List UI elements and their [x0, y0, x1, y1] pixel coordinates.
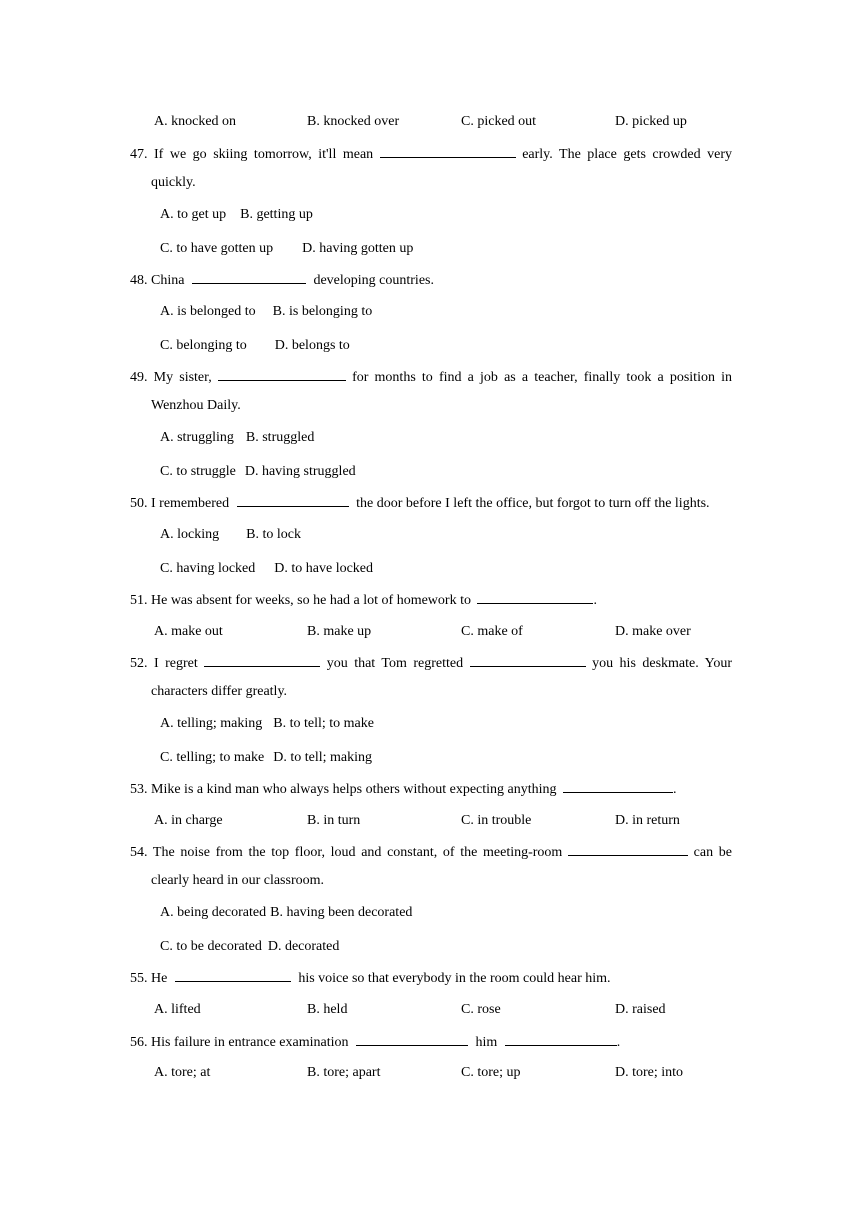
- q56-option-c[interactable]: C. tore; up: [461, 1065, 521, 1080]
- q56-blank-1[interactable]: [356, 1033, 468, 1046]
- q52-blank-1[interactable]: [204, 654, 320, 667]
- q47-text-before: If we go skiing tomorrow, it'll mean: [154, 147, 374, 162]
- q49-option-d[interactable]: D. having struggled: [244, 464, 356, 479]
- q54-number: 54.: [130, 845, 148, 860]
- q47-text-after: early. The place gets crowded very: [522, 147, 733, 162]
- q54-continuation: clearly heard in our classroom.: [151, 873, 324, 888]
- q56-text-after: .: [616, 1035, 621, 1050]
- q52-blank-2[interactable]: [470, 654, 586, 667]
- q54-option-b[interactable]: B. having been decorated: [270, 905, 413, 920]
- q49-blank[interactable]: [218, 368, 346, 381]
- q48-text-after: developing countries.: [313, 273, 434, 288]
- q47-option-d[interactable]: D. having gotten up: [302, 241, 414, 256]
- q52-text-after: you his deskmate. Your: [592, 656, 733, 671]
- q56-stem: [130, 1033, 620, 1052]
- q50-blank[interactable]: [237, 494, 349, 507]
- q55-text-before: He: [151, 971, 168, 986]
- q50-text-after: the door before I left the office, but forgot to turn off the lights.: [356, 496, 710, 511]
- q49-number: 49.: [130, 370, 148, 385]
- q50-option-c[interactable]: C. having locked: [160, 561, 256, 576]
- q48-option-b[interactable]: B. is belonging to: [272, 304, 373, 319]
- q54-option-c[interactable]: C. to be decorated: [160, 939, 262, 954]
- q56-text-middle: him: [475, 1035, 498, 1050]
- q53-option-a[interactable]: A. in charge: [154, 813, 223, 828]
- q51-text-after: .: [593, 593, 597, 608]
- q50-option-b[interactable]: B. to lock: [246, 527, 301, 542]
- q49-stem: [130, 368, 732, 387]
- q52-text-before: I regret: [153, 656, 198, 671]
- q49-continuation: Wenzhou Daily.: [151, 398, 241, 413]
- q52-option-a[interactable]: A. telling; making: [160, 716, 263, 731]
- q52-text-middle: you that Tom regretted: [326, 656, 464, 671]
- q51-stem: [130, 591, 597, 610]
- q48-option-a[interactable]: A. is belonged to: [160, 304, 256, 319]
- q48-option-d[interactable]: D. belongs to: [274, 338, 350, 353]
- q47-number: 47.: [130, 147, 148, 162]
- q55-number: 55.: [130, 971, 148, 986]
- q49-options-row2: [160, 463, 356, 481]
- q53-stem: [130, 780, 677, 799]
- q53-option-b[interactable]: B. in turn: [307, 813, 361, 828]
- q55-blank[interactable]: [175, 969, 291, 982]
- q48-option-c[interactable]: C. belonging to: [160, 338, 247, 353]
- q47-continuation: quickly.: [151, 175, 196, 190]
- q49-option-a[interactable]: A. struggling: [160, 430, 234, 445]
- q52-options-row1: [160, 715, 374, 733]
- q47-stem: [130, 145, 732, 164]
- q56-option-d[interactable]: D. tore; into: [615, 1065, 684, 1080]
- q53-number: 53.: [130, 782, 148, 797]
- q49-text-before: My sister,: [153, 370, 212, 385]
- q47-options-row1: [160, 206, 313, 224]
- q51-number: 51.: [130, 593, 148, 608]
- q54-options-row2: [160, 938, 339, 956]
- q52-option-c[interactable]: C. telling; to make: [160, 750, 265, 765]
- q47-blank[interactable]: [380, 145, 516, 158]
- q49-option-c[interactable]: C. to struggle: [160, 464, 236, 479]
- q51-blank[interactable]: [477, 591, 593, 604]
- q50-options-row1: [160, 526, 301, 544]
- q47-options-row2: [160, 240, 413, 258]
- q54-option-d[interactable]: D. decorated: [267, 939, 340, 954]
- q52-number: 52.: [130, 656, 148, 671]
- q50-option-d[interactable]: D. to have locked: [274, 561, 374, 576]
- q56-number: 56.: [130, 1035, 148, 1050]
- q53-blank[interactable]: [563, 780, 673, 793]
- q53-text-before: Mike is a kind man who always helps others without expecting anything: [151, 782, 557, 797]
- q52-options-row2: [160, 749, 372, 767]
- q55-option-c[interactable]: C. rose: [461, 1002, 501, 1017]
- q50-option-a[interactable]: A. locking: [160, 527, 220, 542]
- q46-option-a[interactable]: A. knocked on: [154, 114, 237, 129]
- q55-stem: [130, 969, 611, 988]
- q46-option-c[interactable]: C. picked out: [461, 114, 537, 129]
- q51-text-before: He was absent for weeks, so he had a lot of homework to: [151, 593, 471, 608]
- q49-options-row1: [160, 429, 314, 447]
- q49-text-after: for months to find a job as a teacher, finally took a position in: [352, 370, 732, 385]
- q46-option-d[interactable]: D. picked up: [615, 114, 687, 129]
- q48-options-row1: [160, 303, 372, 321]
- q55-text-after: his voice so that everybody in the room could hear him.: [298, 971, 611, 986]
- q48-blank[interactable]: [192, 271, 306, 284]
- q53-option-d[interactable]: D. in return: [615, 813, 680, 828]
- q53-option-c[interactable]: C. in trouble: [461, 813, 532, 828]
- q53-text-after: .: [673, 782, 677, 797]
- q51-option-c[interactable]: C. make of: [461, 624, 523, 639]
- q52-option-d[interactable]: D. to tell; making: [273, 750, 372, 765]
- q54-text-after: can be: [693, 845, 732, 860]
- q51-option-d[interactable]: D. make over: [615, 624, 691, 639]
- q51-option-b[interactable]: B. make up: [307, 624, 372, 639]
- q49-option-b[interactable]: B. struggled: [245, 430, 315, 445]
- q56-option-a[interactable]: A. tore; at: [154, 1065, 211, 1080]
- q46-option-b[interactable]: B. knocked over: [307, 114, 400, 129]
- q52-continuation: characters differ greatly.: [151, 684, 288, 699]
- q50-number: 50.: [130, 496, 148, 511]
- q54-stem: [130, 843, 732, 862]
- q54-blank[interactable]: [568, 843, 688, 856]
- q48-stem: [130, 271, 434, 290]
- q48-options-row2: [160, 337, 350, 355]
- q50-options-row2: [160, 560, 373, 578]
- q52-stem: [130, 654, 732, 673]
- q54-text-before: The noise from the top floor, loud and constant, of the meeting-room: [152, 845, 563, 860]
- q51-option-a[interactable]: A. make out: [154, 624, 223, 639]
- q55-option-b[interactable]: B. held: [307, 1002, 348, 1017]
- q56-text-before: His failure in entrance examination: [151, 1035, 349, 1050]
- q47-option-a[interactable]: A. to get up: [160, 207, 227, 222]
- q54-option-a[interactable]: A. being decorated: [160, 905, 267, 920]
- q50-stem: [130, 494, 710, 513]
- q55-option-a[interactable]: A. lifted: [154, 1002, 201, 1017]
- q48-number: 48.: [130, 273, 148, 288]
- q47-option-c[interactable]: C. to have gotten up: [160, 241, 274, 256]
- q54-options-row1: [160, 904, 412, 922]
- q48-text-before: China: [151, 273, 185, 288]
- q47-option-b[interactable]: B. getting up: [240, 207, 313, 222]
- q50-text-before: I remembered: [151, 496, 230, 511]
- q52-option-b[interactable]: B. to tell; to make: [273, 716, 374, 731]
- q56-option-b[interactable]: B. tore; apart: [307, 1065, 381, 1080]
- q56-blank-2[interactable]: [505, 1033, 617, 1046]
- q55-option-d[interactable]: D. raised: [615, 1002, 666, 1017]
